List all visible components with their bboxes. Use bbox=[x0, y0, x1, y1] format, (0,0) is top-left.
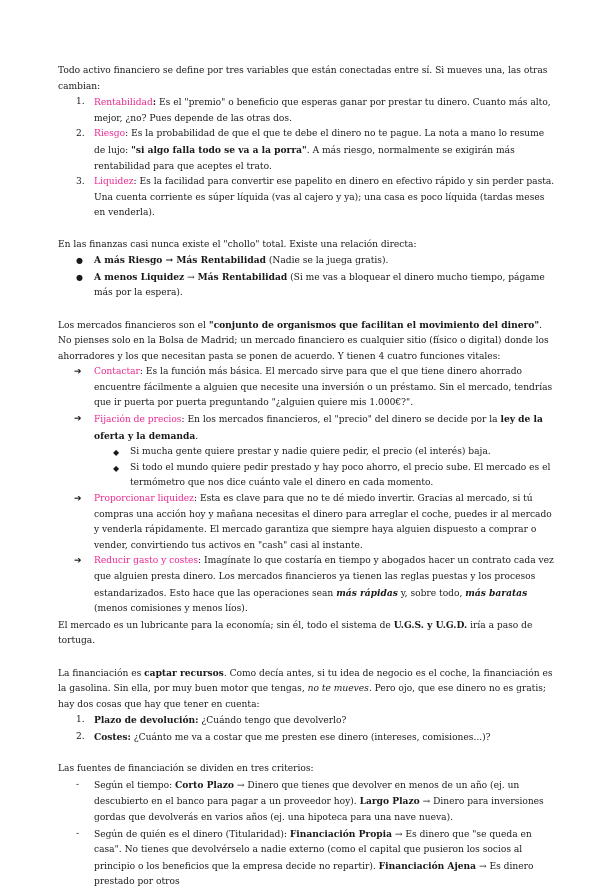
bold-text: Corto Plazo bbox=[175, 779, 234, 791]
item-text: Es el "premio" o beneficio que esperas ganar por prestar tu dinero. Cuanto más alto, mejor, ¿no? Pues depende de las otras dos. bbox=[94, 98, 551, 124]
bold-text: A menos Liquidez bbox=[94, 271, 185, 283]
item-text: (Si me vas a bloquear el dinero mucho tiempo, págame más por la espera). bbox=[94, 272, 545, 299]
function-item-contactar bbox=[58, 365, 558, 412]
term-contactar: Contactar bbox=[94, 367, 140, 378]
item-text: Si todo el mundo quiere pedir prestado y hay poco ahorro, el precio sube. El mercado es el termómetro que nos dice cuánto vale el dinero en cada momento. bbox=[130, 462, 551, 489]
separator: : bbox=[152, 97, 157, 109]
bullet-icon: ● bbox=[76, 256, 83, 266]
variable-item-rentabilidad bbox=[58, 95, 558, 127]
item-text: : Es la función más básica. El mercado sirve para que el que tiene dinero ahorrado encuentre fácilmente a alguien que necesite una inversión o un préstamo. Sin el mercado, tendrías que ir puerta por puerta preguntando "¿alguien quiere mis 1.000€?". bbox=[94, 367, 553, 409]
list-number: 2. bbox=[76, 129, 85, 140]
financing-item bbox=[58, 730, 558, 747]
financing-item bbox=[58, 713, 558, 730]
item-text: (Nadie se la juega gratis). bbox=[265, 256, 389, 267]
criteria-item: - Según de quién es el dinero (Titularidad): Financiación Propia → Es dinero que "se queda en casa". No tienes que devolvérselo a nadie externo (como el capital que pusieron los socios al principio o los beneficios que la empresa decide no repartir). Financiación Ajena → Es dinero prestado por otros bbox=[76, 828, 534, 888]
sources-intro: Las fuentes de financiación se dividen en tres criterios: bbox=[58, 764, 314, 775]
function-item-costes bbox=[58, 554, 558, 617]
bold-text: Más Rentabilidad bbox=[197, 271, 288, 283]
variable-item-riesgo bbox=[58, 127, 558, 175]
list-number: 2. bbox=[76, 731, 85, 742]
bold-italic-text: más baratas bbox=[465, 587, 528, 599]
document-page bbox=[58, 64, 558, 891]
bold-text: Largo Plazo bbox=[359, 796, 420, 808]
markets-intro: Los mercados financieros son el "conjunto de organismos que facilitan el movimiento del dinero". No pienses solo en la Bolsa de Madrid; un mercado financiero es cualquier sitio (físico o digital) donde los ahorradores y los que necesitan pasta se ponen de acuerdo. Y tienen 4 cuatro funciones vitales: bbox=[58, 319, 549, 362]
separator: : bbox=[133, 177, 137, 188]
bold-text: "conjunto de organismos que facilitan el movimiento del dinero" bbox=[208, 319, 540, 331]
relation-intro: En las finanzas casi nunca existe el "chollo" total. Existe una relación directa: bbox=[58, 239, 417, 250]
price-bullet bbox=[58, 445, 558, 461]
financing-intro: La financiación es captar recursos. Como decía antes, si tu idea de negocio es el coche, la financiación es la gasolina. Sin ella, por muy buen motor que tengas, no te mueves. Pero ojo, que ese dinero no es gratis; hay dos cosas que hay que tener en cuenta: bbox=[58, 667, 553, 710]
item-text: ¿Cuándo tengo que devolverlo? bbox=[198, 716, 347, 727]
item-text: : Imagínate lo que costaría en tiempo y abogados hacer un contrato cada vez que alguien presta dinero. Los mercados financieros ya tienen las reglas puestas y los procesos estandarizados. Esto hace que las operaciones sean bbox=[94, 556, 554, 599]
function-item-fijacion bbox=[58, 412, 558, 445]
item-text: ¿Cuánto me va a costar que me presten ese dinero (intereses, comisiones...)? bbox=[130, 732, 491, 743]
bullet-icon: ● bbox=[76, 272, 83, 282]
term-rentabilidad: Rentabilidad bbox=[94, 98, 153, 109]
bold-text: ley de la oferta y la demanda bbox=[94, 414, 543, 442]
diamond-bullet-icon: ◆ bbox=[113, 463, 120, 473]
relation-item bbox=[58, 253, 558, 270]
bold-text: A más Riesgo bbox=[94, 255, 163, 267]
term-costes: Reducir gasto y costes bbox=[94, 556, 199, 567]
function-item-liquidez bbox=[58, 492, 558, 554]
term-liquidez: Proporcionar liquidez bbox=[94, 494, 194, 505]
list-number: 1. bbox=[76, 97, 85, 108]
arrow-bullet-icon: ➔ bbox=[74, 494, 82, 505]
markets-closing: El mercado es un lubricante para la economía; sin él, todo el sistema de U.G.S. y U.G.D. iría a paso de tortuga. bbox=[58, 619, 533, 647]
arrow-text: → bbox=[162, 255, 177, 267]
arrow-bullet-icon: ➔ bbox=[74, 367, 82, 378]
arrow-text: → bbox=[184, 272, 198, 283]
dash-bullet: - bbox=[76, 779, 80, 790]
item-text: Es la probabilidad de que el que te debe el dinero no te pague. La nota a mano lo resume de lujo: bbox=[94, 129, 545, 156]
arrow-bullet-icon: ➔ bbox=[74, 414, 82, 425]
dash-bullet: - bbox=[76, 828, 80, 839]
quote-bold: "si algo falla todo se va a la porra" bbox=[131, 144, 307, 156]
relation-item bbox=[58, 270, 558, 302]
bold-text: U.G.S. bbox=[393, 619, 424, 631]
bold-text: Financiación Ajena bbox=[378, 860, 477, 872]
separator: : bbox=[125, 129, 129, 140]
intro-paragraph: Todo activo financiero se define por tres variables que están conectadas entre sí. Si mueves una, las otras cambian: bbox=[58, 66, 548, 92]
term-fijacion: Fijación de precios bbox=[94, 415, 182, 426]
item-text: Es la facilidad para convertir ese papelito en dinero en efectivo rápido y sin perder pasta. Una cuenta corriente es súper líquida (vas al cajero y ya); una casa es poco líquida (tardas meses en venderla). bbox=[94, 177, 555, 219]
bold-italic-text: más rápidas bbox=[336, 587, 398, 599]
bold-text: U.G.D. bbox=[435, 619, 468, 631]
item-text: (menos comisiones y menos líos). bbox=[94, 604, 248, 615]
bold-text: Costes: bbox=[94, 731, 131, 743]
bold-text: y bbox=[423, 619, 436, 631]
bold-text: Financiación Propia bbox=[289, 828, 392, 840]
diamond-bullet-icon: ◆ bbox=[113, 448, 120, 458]
item-text: . bbox=[195, 431, 199, 442]
item-text: : Esta es clave para que no te dé miedo invertir. Gracias al mercado, si tú compras una acción hoy y mañana necesitas el dinero para arreglar el coche, puedes ir al mercado y venderla rápidamente. El mercado garantiza que siempre haya alguien dispuesto a comprar o vender, convirtiendo tus activos en "cash" casi al instante. bbox=[94, 494, 552, 551]
list-number: 1. bbox=[76, 715, 85, 726]
bold-text: Plazo de devolución: bbox=[94, 715, 199, 727]
criteria-item: - Según el tiempo: Corto Plazo → Dinero que tienes que devolver en menos de un año (ej. un descubierto en el banco para pagar a un proveedor hoy). Largo Plazo → Dinero para inversiones gordas que devolverás en varios años (ej. una hipoteca para una nave nueva). bbox=[76, 779, 544, 823]
bold-text: Más Rentabilidad bbox=[176, 255, 266, 267]
item-text: . A más riesgo, normalmente se exigirán más rentabilidad para que aceptes el trato. bbox=[94, 145, 515, 172]
price-bullet bbox=[58, 461, 558, 492]
term-liquidez: Liquidez bbox=[94, 177, 134, 188]
bold-text: captar recursos bbox=[144, 667, 224, 679]
list-number: 3. bbox=[76, 177, 85, 188]
term-riesgo: Riesgo bbox=[94, 129, 126, 140]
arrow-bullet-icon: ➔ bbox=[74, 556, 82, 567]
item-text: : En los mercados financieros, el "precio" del dinero se decide por la bbox=[181, 415, 501, 426]
italic-text: no te mueves bbox=[307, 684, 369, 695]
variable-item-liquidez bbox=[58, 175, 558, 222]
item-text: Si mucha gente quiere prestar y nadie quiere pedir, el precio (el interés) baja. bbox=[130, 447, 491, 458]
item-text: y, sobre todo, bbox=[397, 588, 466, 599]
